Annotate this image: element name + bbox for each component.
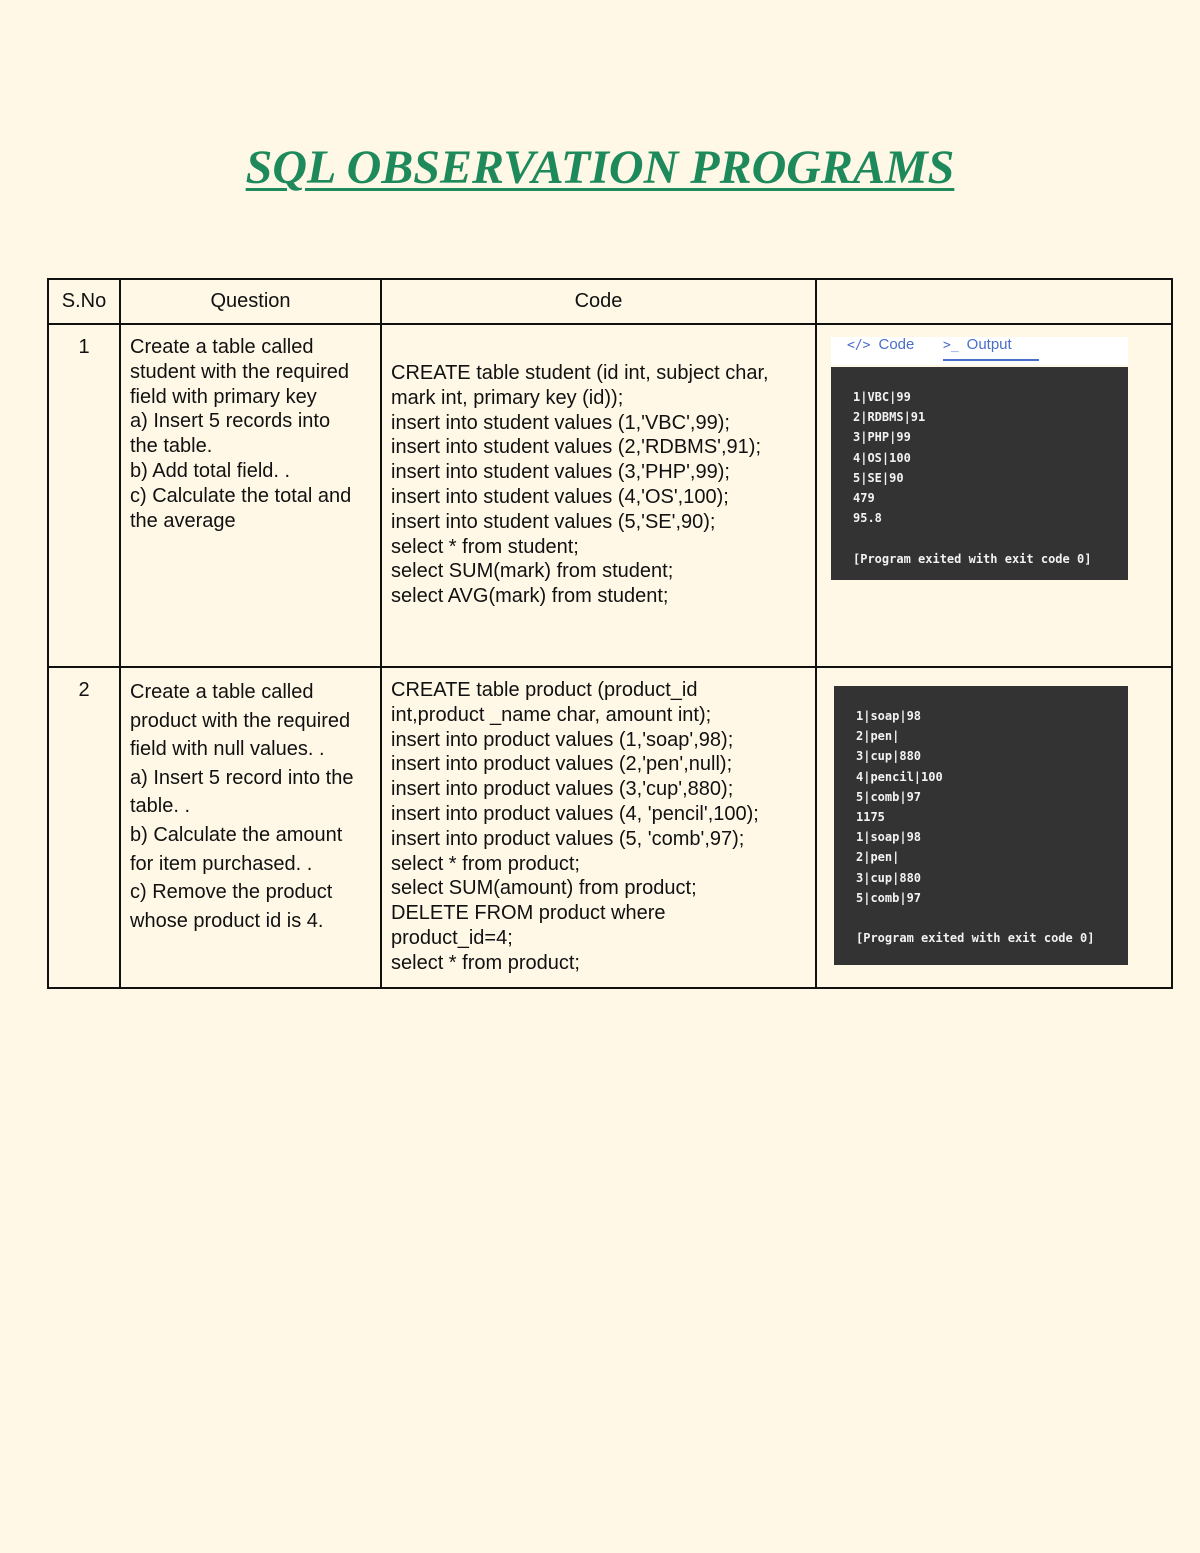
code-line: int,product _name char, amount int); — [391, 703, 712, 726]
row-code — [381, 324, 816, 667]
question-line: a) Insert 5 record into the — [130, 766, 354, 789]
code-line: insert into student values (2,'RDBMS',91); — [391, 436, 762, 459]
table-row — [48, 667, 1172, 988]
code-line: insert into product values (5, 'comb',97); — [391, 827, 745, 850]
code-line: insert into product values (1,'soap',98); — [391, 728, 734, 751]
console-line: 5|SE|90 — [853, 470, 904, 485]
observation-table — [47, 278, 1173, 989]
console-line: 1175 — [856, 810, 885, 825]
code-line: select * from product; — [391, 951, 580, 974]
code-line: DELETE FROM product where — [391, 902, 666, 925]
question-line: product with the required — [130, 709, 351, 732]
code-line: insert into student values (4,'OS',100); — [391, 485, 729, 508]
question-line: c) Calculate the total and — [130, 484, 352, 507]
console-line: 4|pencil|100 — [856, 769, 943, 784]
table-header-row — [48, 279, 1172, 324]
output-console — [831, 367, 1128, 580]
tab-output-label: Output — [966, 337, 1012, 353]
row-output — [816, 667, 1172, 988]
row-output — [816, 324, 1172, 667]
console-line: 4|OS|100 — [853, 450, 911, 465]
question-line: b) Add total field. . — [130, 459, 291, 482]
console-line: 1|VBC|99 — [853, 390, 911, 404]
header-output — [816, 279, 1172, 324]
question-line: the table. — [130, 435, 213, 458]
header-code: Code — [381, 279, 816, 324]
question-line: table. . — [130, 795, 191, 818]
tab-code-label: Code — [878, 337, 915, 353]
question-line: Create a table called — [130, 336, 314, 358]
question-line: the average — [130, 509, 236, 532]
console-line — [853, 528, 1106, 548]
console-line: 2|pen| — [856, 850, 900, 865]
question-line: student with the required — [130, 360, 350, 383]
console-line: 3|cup|880 — [856, 749, 922, 764]
row-question — [120, 324, 381, 667]
console-line: 3|cup|880 — [856, 870, 922, 885]
code-line: CREATE table student (id int, subject char, — [391, 362, 769, 384]
code-line: CREATE table product (product_id — [391, 679, 698, 701]
tab-code[interactable] — [847, 337, 914, 359]
question-line: b) Calculate the amount — [130, 823, 343, 846]
console-line — [856, 908, 1106, 928]
code-icon: </> — [847, 338, 871, 353]
code-line: insert into product values (2,'pen',null); — [391, 753, 733, 776]
console-line: 1|soap|98 — [856, 830, 922, 845]
terminal-icon: >_ — [943, 338, 959, 353]
question-line: field with null values. . — [130, 738, 325, 761]
code-line: insert into product values (4, 'pencil',100); — [391, 802, 759, 825]
header-sno: S.No — [48, 279, 120, 324]
console-line: 1|soap|98 — [856, 709, 922, 723]
code-line: select * from product; — [391, 852, 580, 875]
code-line: insert into student values (5,'SE',90); — [391, 510, 716, 533]
console-line: 479 — [853, 491, 875, 506]
question-line: c) Remove the product — [130, 881, 333, 904]
console-line: 2|RDBMS|91 — [853, 410, 926, 425]
question-line: Create a table called — [130, 681, 314, 703]
console-line: 5|comb|97 — [856, 789, 922, 804]
question-line: whose product id is 4. — [130, 909, 324, 932]
console-line: 3|PHP|99 — [853, 430, 911, 445]
console-exit-line: [Program exited with exit code 0] — [856, 931, 1095, 946]
code-line: insert into student values (3,'PHP',99); — [391, 461, 730, 484]
row-sno: 1 — [48, 324, 120, 667]
console-line: 5|comb|97 — [856, 890, 922, 905]
document-title: SQL OBSERVATION PROGRAMS — [245, 141, 955, 194]
code-line: insert into student values (1,'VBC',99); — [391, 411, 730, 434]
row-code — [381, 667, 816, 988]
code-line: select AVG(mark) from student; — [391, 585, 669, 608]
code-line: select SUM(mark) from student; — [391, 560, 674, 583]
header-question: Question — [120, 279, 381, 324]
console-exit-line: [Program exited with exit code 0] — [853, 551, 1092, 566]
code-line: insert into product values (3,'cup',880); — [391, 778, 734, 801]
code-line: mark int, primary key (id)); — [391, 386, 624, 409]
table-row — [48, 324, 1172, 667]
output-console — [834, 686, 1128, 965]
row-question — [120, 667, 381, 988]
code-line: select SUM(amount) from product; — [391, 877, 697, 900]
output-tabbar — [831, 337, 1128, 365]
console-line: 95.8 — [853, 511, 882, 526]
code-line: product_id=4; — [391, 926, 513, 949]
tab-output[interactable] — [943, 337, 1039, 361]
console-line: 2|pen| — [856, 729, 900, 744]
question-line: for item purchased. . — [130, 852, 313, 875]
question-line: field with primary key — [130, 385, 317, 408]
code-line: select * from student; — [391, 535, 579, 558]
row-sno: 2 — [48, 667, 120, 988]
question-line: a) Insert 5 records into — [130, 410, 331, 433]
